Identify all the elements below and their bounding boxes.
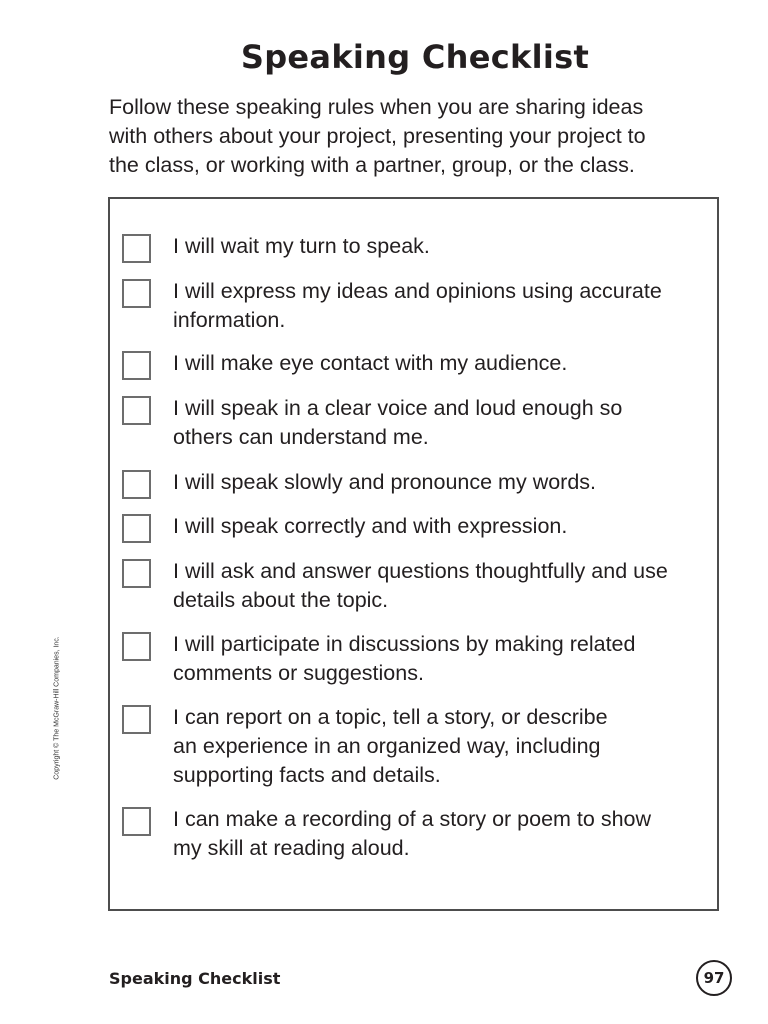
checkbox[interactable] (122, 632, 151, 661)
checklist-item-text (173, 394, 718, 452)
intro-line: the class, or working with a partner, group, or the class. (109, 153, 635, 177)
item-line: I will make eye contact with my audience. (173, 351, 568, 375)
item-line: information. (173, 308, 286, 332)
item-line: comments or suggestions. (173, 661, 424, 685)
item-line: I will participate in discussions by making related (173, 632, 636, 656)
footer-label: Speaking Checklist (109, 969, 281, 988)
checkbox[interactable] (122, 396, 151, 425)
checkbox[interactable] (122, 559, 151, 588)
checklist-item-text (173, 703, 718, 790)
item-line: I will speak correctly and with expression. (173, 514, 568, 538)
item-line: I will speak slowly and pronounce my words. (173, 470, 597, 494)
intro-line: Follow these speaking rules when you are sharing ideas (109, 95, 644, 119)
checklist-item-text (173, 349, 718, 378)
checkbox[interactable] (122, 279, 151, 308)
item-line: details about the topic. (173, 588, 389, 612)
item-line: an experience in an organized way, including (173, 734, 601, 758)
checklist-item-text (173, 630, 718, 688)
checklist-item-text (173, 557, 718, 615)
intro-line: with others about your project, presenting your project to (109, 124, 646, 148)
checkbox[interactable] (122, 234, 151, 263)
checkbox[interactable] (122, 514, 151, 543)
page-title: Speaking Checklist (240, 38, 590, 76)
checklist-item-text (173, 805, 718, 863)
item-line: I will speak in a clear voice and loud enough so (173, 396, 623, 420)
checklist-item-text (173, 277, 718, 335)
checkbox[interactable] (122, 807, 151, 836)
copyright-notice: Copyright © The McGraw-Hill Companies, Inc. (53, 636, 61, 780)
item-line: my skill at reading aloud. (173, 836, 410, 860)
item-line: I will express my ideas and opinions using accurate (173, 279, 662, 303)
item-line: supporting facts and details. (173, 763, 441, 787)
item-line: I will ask and answer questions thoughtfully and use (173, 559, 668, 583)
item-line: I can make a recording of a story or poem to show (173, 807, 652, 831)
checkbox[interactable] (122, 705, 151, 734)
checklist-item-text (173, 512, 718, 541)
checklist-item-text (173, 232, 718, 261)
item-line: I can report on a topic, tell a story, or describe (173, 705, 608, 729)
page-number: 97 (696, 960, 732, 996)
checklist-item-text (173, 468, 718, 497)
checkbox[interactable] (122, 470, 151, 499)
intro-paragraph (109, 93, 729, 180)
item-line: others can understand me. (173, 425, 429, 449)
checkbox[interactable] (122, 351, 151, 380)
item-line: I will wait my turn to speak. (173, 234, 430, 258)
